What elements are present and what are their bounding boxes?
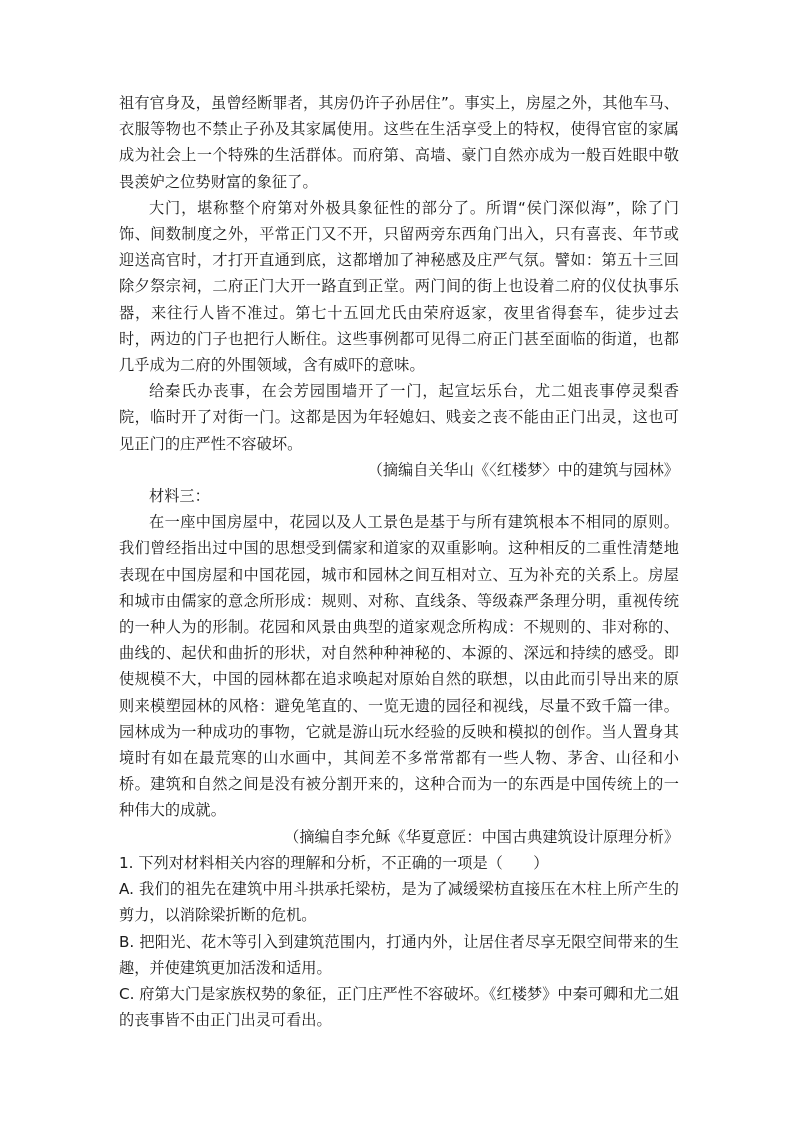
material2-source: （摘编自关华山《〈红楼梦〉中的建筑与园林》 — [367, 460, 679, 479]
material3-source: （摘编自李允稣《华夏意匠：中国古典建筑设计原理分析》 — [284, 827, 679, 846]
question-1-option-b: B. 把阳光、花木等引入到建筑范围内，打通内外，让居住者尽享无限空间带来的生趣，并使建筑更加活泼和适用。 — [119, 932, 679, 977]
question-1-option-a: A. 我们的祖先在建筑中用斗拱承托梁枋，是为了减缓梁枋直接压在木柱上所产生的剪力，以消除梁折断的危机。 — [119, 880, 679, 925]
material2-paragraph-2: 大门，堪称整个府第对外极具象征性的部分了。所谓“侯门深似海”，除了门饰、间数制度之外，平常正门又不开，只留两旁东西角门出入，只有喜丧、年节或迎送高官时，才打开直通到底，这都增加了神秘感及庄严气氛。譬如：第五十三回除夕祭宗祠，二府正门大开一路直到正堂。两门间的街上也设着二府的仪仗执事乐器，来往行人皆不准过。第七十五回尤氏由荣府返家，夜里省得套车，徒步过去时，两边的门子也把行人断住。这些事例都可见得二府正门甚至面临的街道，也都几乎成为二府的外围领域，含有威吓的意味。 — [119, 198, 679, 375]
material3-paragraph-1: 在一座中国房屋中，花园以及人工景色是基于与所有建筑根本不相同的原则。我们曾经指出过中国的思想受到儒家和道家的双重影响。这种相反的二重性清楚地表现在中国房屋和中国花园，城市和园林之间互相对立、互为补充的关系上。房屋和城市由儒家的意念所形成：规则、对称、直线条、等级森严条理分明，重视传统的一种人为的形制。花园和风景由典型的道家观念所构成：不规则的、非对称的、曲线的、起伏和曲折的形状，对自然种种神秘的、本源的、深远和持续的感受。即使规模不大，中国的园林都在追求唤起对原始自然的联想，以由此而引导出来的原则来模塑园林的风格：避免笔直的、一览无遗的园径和视线，尽量不致千篇一律。园林成为一种成功的事物，它就是游山玩水经验的反映和模拟的创作。当人置身其境时有如在最荒寒的山水画中，其间差不多常常都有一些人物、茅舍、山径和小桥。建筑和自然之间是没有被分割开来的，这种合而为一的东西是中国传统上的一种伟大的成就。 — [119, 513, 679, 820]
question-1-stem: 1. 下列对材料相关内容的理解和分析，不正确的一项是（ ） — [119, 853, 549, 872]
question-1-option-c: C. 府第大门是家族权势的象征，正门庄严性不容破坏。《红楼梦》中秦可卿和尤二姐的丧事皆不由正门出灵可看出。 — [119, 984, 679, 1030]
document-page — [119, 90, 679, 1033]
material3-label: 材料三： — [149, 487, 210, 506]
material2-paragraph-1: 祖有官身及，虽曾经断罪者，其房仍许子孙居住”。事实上，房屋之外，其他车马、衣服等物也不禁止子孙及其家属使用。这些在生活享受上的特权，使得官宦的家属成为社会上一个特殊的生活群体。而府第、高墙、豪门自然亦成为一般百姓眼中敬畏羡妒之位势财富的象征了。 — [119, 94, 679, 191]
material2-paragraph-3: 给秦氏办丧事，在会芳园围墙开了一门，起宣坛乐台，尤二姐丧事停灵梨香院，临时开了对街一门。这都是因为年轻媳妇、贱妾之丧不能由正门出灵，这也可见正门的庄严性不容破坏。 — [119, 382, 679, 453]
